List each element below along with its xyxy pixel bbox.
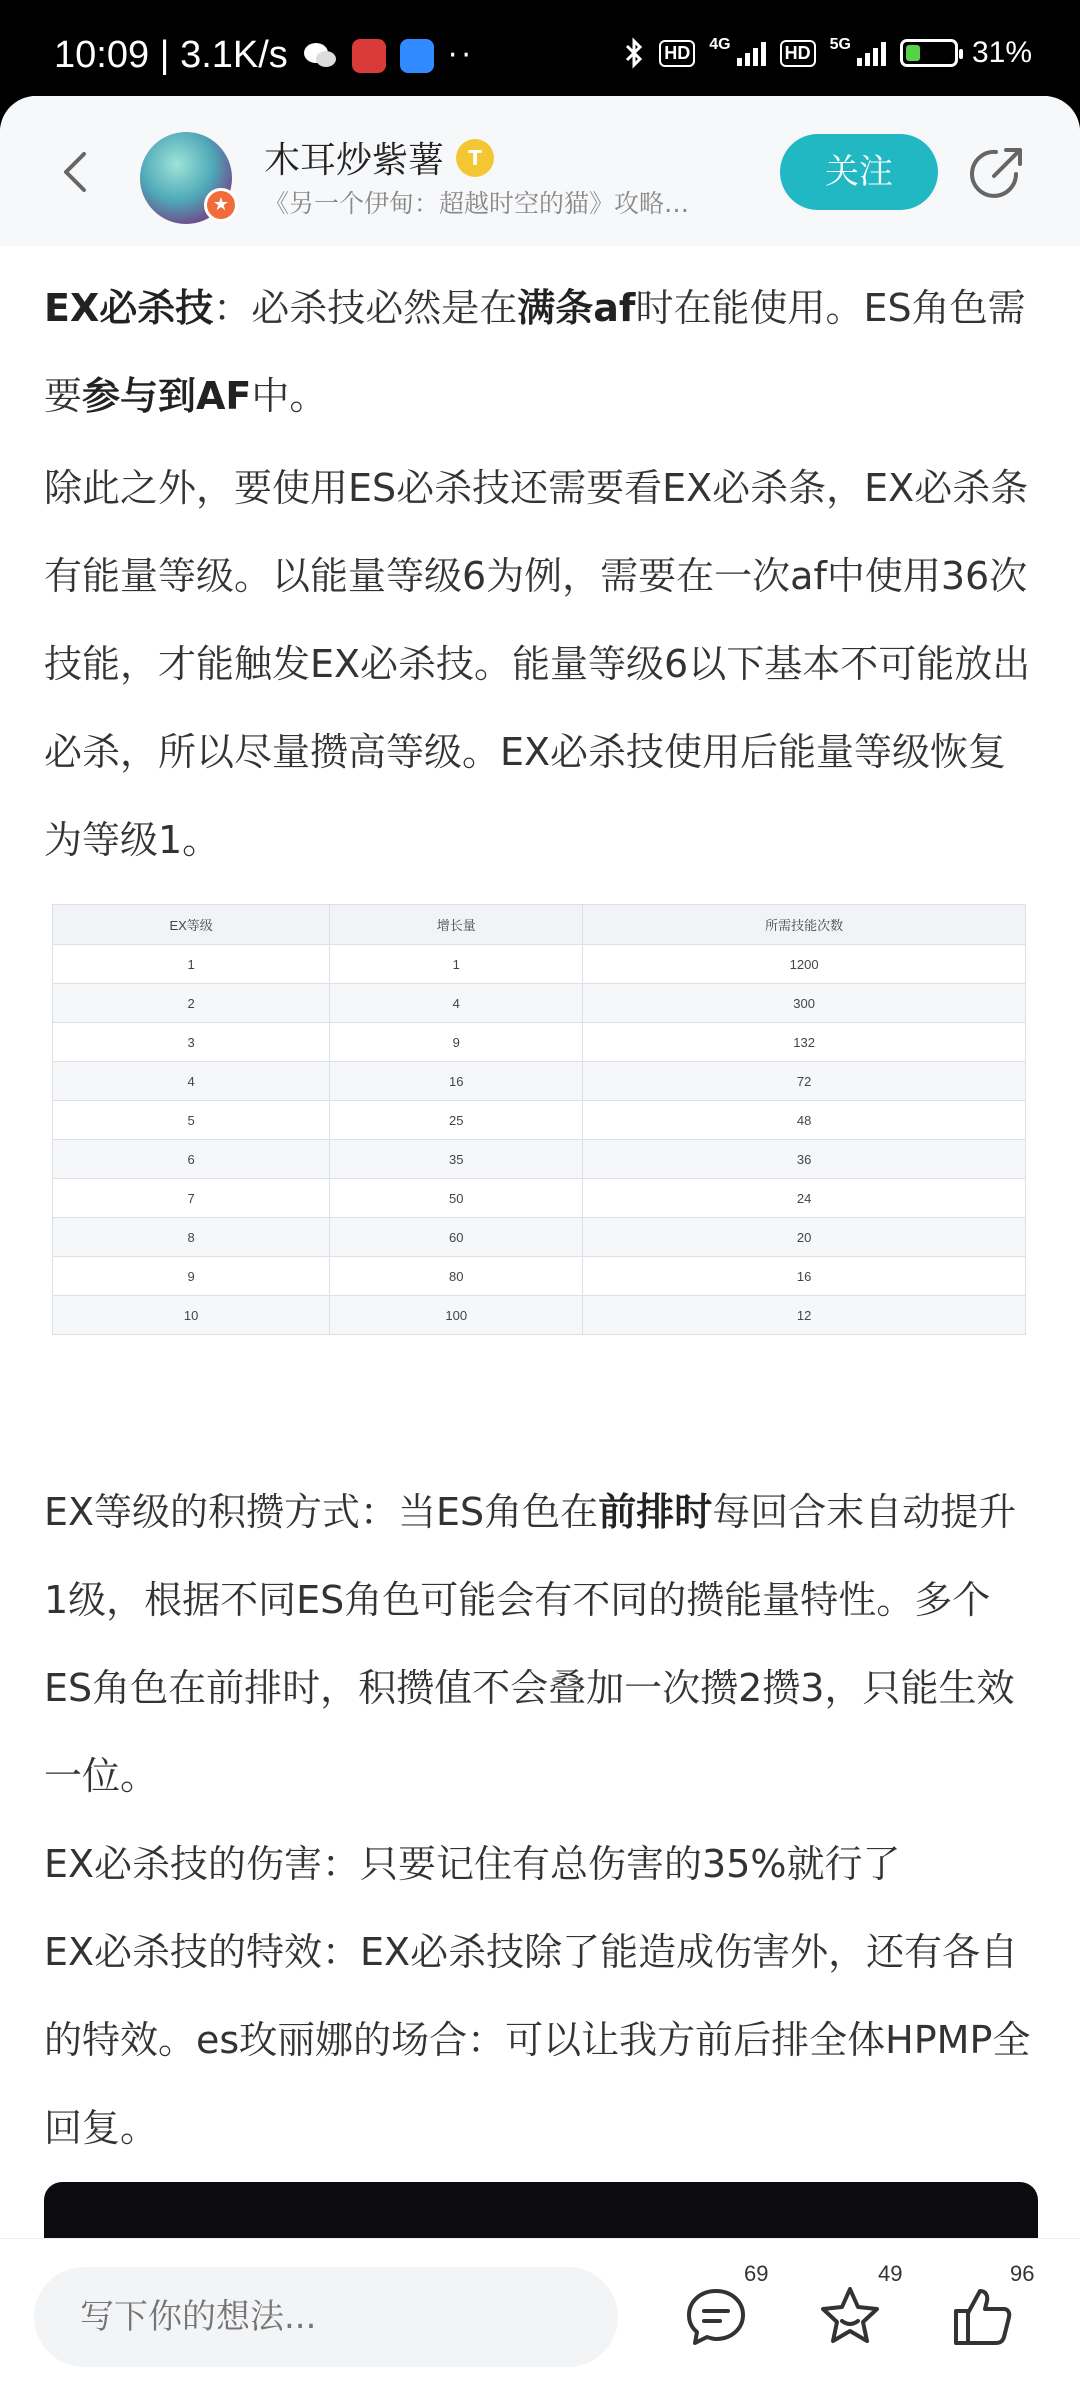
article-header <box>0 96 1080 246</box>
table-cell: 1200 <box>583 945 1026 984</box>
text-run: 时在能使用。ES角色需要 <box>44 286 1026 418</box>
comment-input[interactable] <box>34 2267 618 2367</box>
follow-button[interactable]: 关注 <box>780 134 938 210</box>
table-cell: 60 <box>330 1218 583 1257</box>
app-notification-icon <box>400 39 434 73</box>
text-run: 每回合末自动提升1级，根据不同ES角色可能会有不同的攒能量特性。多个ES角色在前排时，积攒值不会叠加一次攒2攒3，只能生效一位。 <box>44 1490 1017 1798</box>
table-header-row <box>53 905 1026 945</box>
table-cell: 80 <box>330 1257 583 1296</box>
level-badge-icon: T <box>456 139 494 177</box>
text-run: ：必杀技必然是在 <box>213 286 518 330</box>
bold-text-run: EX必杀技 <box>44 286 214 330</box>
hd-badge: HD <box>780 40 816 67</box>
article-body <box>44 264 1038 884</box>
table-row <box>53 1179 1026 1218</box>
bluetooth-icon <box>623 37 645 69</box>
author-name[interactable]: 木耳炒紫薯 <box>264 140 445 181</box>
table-header-cell: 增长量 <box>330 905 583 945</box>
table-row <box>53 1062 1026 1101</box>
table-cell: 10 <box>53 1296 330 1335</box>
paragraph-ex-intro <box>44 264 1038 440</box>
article-source[interactable]: 《另一个伊甸：超越时空的猫》攻略… <box>264 189 690 218</box>
share-icon[interactable] <box>966 140 1030 204</box>
battery-fill <box>906 45 920 61</box>
table-cell: 36 <box>583 1140 1026 1179</box>
table-cell: 1 <box>330 945 583 984</box>
table-row <box>53 1296 1026 1335</box>
table-cell: 48 <box>583 1101 1026 1140</box>
table-cell: 72 <box>583 1062 1026 1101</box>
table-cell: 300 <box>583 984 1026 1023</box>
table-cell: 5 <box>53 1101 330 1140</box>
table-cell: 25 <box>330 1101 583 1140</box>
article-body-continued <box>44 1468 1038 2260</box>
table-cell: 9 <box>53 1257 330 1296</box>
back-arrow-icon[interactable] <box>56 148 96 196</box>
status-right <box>623 36 1032 70</box>
avatar-badge-icon: ★ <box>204 188 238 222</box>
table-cell: 132 <box>583 1023 1026 1062</box>
table-cell: 3 <box>53 1023 330 1062</box>
status-bar <box>0 0 1080 110</box>
comment-count: 69 <box>744 2261 769 2286</box>
bold-text-run: 参与到AF <box>82 374 252 418</box>
favorite-count: 49 <box>878 2261 903 2286</box>
like-icon[interactable] <box>946 2281 1018 2353</box>
paragraph-ex-effect: EX必杀技的特效：EX必杀技除了能造成伤害外，还有各自的特效。es玫丽娜的场合：可以让我方前后排全体HPMP全回复。 <box>44 1930 1031 2150</box>
article-page <box>0 96 1080 2400</box>
battery-percent: 31% <box>971 36 1032 69</box>
table-cell: 16 <box>583 1257 1026 1296</box>
table-row <box>53 1140 1026 1179</box>
favorite-icon[interactable] <box>814 2281 886 2353</box>
text-run: 中。 <box>251 374 328 418</box>
table-cell: 1 <box>53 945 330 984</box>
table-row <box>53 1023 1026 1062</box>
table-cell: 8 <box>53 1218 330 1257</box>
table-cell: 12 <box>583 1296 1026 1335</box>
table-cell: 16 <box>330 1062 583 1101</box>
author-row <box>264 132 494 183</box>
ex-level-table <box>52 904 1026 1436</box>
signal-icon <box>857 40 886 66</box>
table-cell: 9 <box>330 1023 583 1062</box>
bold-text-run: 前排时 <box>598 1490 713 1534</box>
text-run: EX等级的积攒方式：当ES角色在 <box>44 1490 599 1534</box>
more-notifications-icon: ·· <box>447 38 475 73</box>
table-row <box>53 945 1026 984</box>
table-cell: 4 <box>330 984 583 1023</box>
like-count: 96 <box>1010 2261 1035 2286</box>
wechat-icon <box>302 40 338 72</box>
table-cell: 20 <box>583 1218 1026 1257</box>
signal-icon <box>737 40 766 66</box>
table-cell: 6 <box>53 1140 330 1179</box>
bottom-action-bar <box>0 2238 1080 2400</box>
table-cell: 4 <box>53 1062 330 1101</box>
table-body <box>53 945 1026 1335</box>
table-row <box>53 984 1026 1023</box>
paragraph-ex-damage: EX必杀技的伤害：只要记住有总伤害的35%就行了 <box>44 1842 901 1886</box>
table-row <box>53 1257 1026 1296</box>
table-cell: 24 <box>583 1179 1026 1218</box>
table-row <box>53 1218 1026 1257</box>
hd-badge: HD <box>659 40 695 67</box>
table-cell: 50 <box>330 1179 583 1218</box>
network-type-label: 4G <box>709 36 731 53</box>
status-time: 10:09 | 3.1K/s <box>54 34 288 76</box>
table-header-cell: EX等级 <box>53 905 330 945</box>
table-cell: 100 <box>330 1296 583 1335</box>
paragraph-ex-gauge: 除此之外，要使用ES必杀技还需要看EX必杀条，EX必杀条有能量等级。以能量等级6为例，需要在一次af中使用36次技能，才能触发EX必杀技。能量等级6以下基本不可能放出必杀，所以尽量攒高等级。EX必杀技使用后能量等级恢复为等级1。 <box>44 466 1031 862</box>
app-notification-icon <box>352 39 386 73</box>
table-cell: 7 <box>53 1179 330 1218</box>
table-cell: 2 <box>53 984 330 1023</box>
table-cell: 35 <box>330 1140 583 1179</box>
network-type-label: 5G <box>829 36 851 53</box>
paragraph-ex-accumulate <box>44 1468 1038 1820</box>
bold-text-run: 满条af <box>517 286 636 330</box>
table-row <box>53 1101 1026 1140</box>
comment-icon[interactable] <box>680 2281 752 2353</box>
battery-icon <box>900 39 958 67</box>
article-image[interactable] <box>44 2182 1038 2242</box>
table-header-cell: 所需技能次数 <box>583 905 1026 945</box>
status-left <box>54 34 475 77</box>
